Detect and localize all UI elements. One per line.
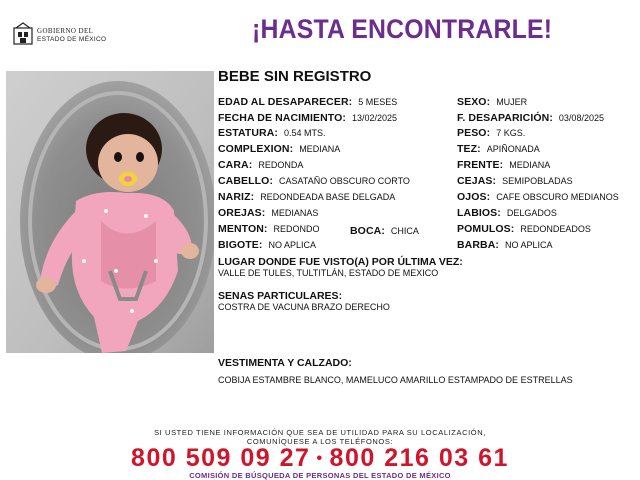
field-label: FRENTE: xyxy=(457,159,504,171)
field-value: REDONDEADOS xyxy=(520,224,591,234)
field-bigote xyxy=(218,239,316,252)
field-label: MENTON: xyxy=(218,223,268,235)
field-boca xyxy=(350,225,419,238)
field-label: CEJAS: xyxy=(457,175,497,187)
field-label: EDAD AL DESAPARECER: xyxy=(218,96,353,108)
field-label: OJOS: xyxy=(457,191,491,203)
field-barba xyxy=(457,239,553,252)
contact-instructions-line1: SI USTED TIENE INFORMACIÓN QUE SEA DE UTILIDAD PARA SU LOCALIZACIÓN, xyxy=(154,428,486,437)
field-value: SEMIPOBLADAS xyxy=(502,176,573,186)
field-tez xyxy=(457,143,540,156)
field-label: FECHA DE NACIMIENTO: xyxy=(218,112,346,124)
field-label: CABELLO: xyxy=(218,175,274,187)
field-fecha-nacimiento xyxy=(218,112,397,125)
field-pomulos xyxy=(457,223,591,236)
field-value: REDONDEADA BASE DELGADA xyxy=(260,192,396,202)
last-seen-location: VALLE DE TULES, TULTITLÁN, ESTADO DE MEXICO xyxy=(218,268,439,278)
field-value: 7 KGS. xyxy=(496,128,526,138)
field-peso xyxy=(457,127,525,140)
field-cara xyxy=(218,159,303,172)
field-value: MEDIANAS xyxy=(271,208,319,218)
field-label: F. DESAPARICIÓN: xyxy=(457,112,553,124)
logo-text-line2: ESTADO DE MÉXICO xyxy=(37,36,107,43)
government-logo xyxy=(12,22,122,48)
field-value: APIÑONADA xyxy=(486,144,540,154)
field-label: COMPLEXION: xyxy=(218,143,294,155)
headline-title: ¡HASTA ENCONTRARLE! xyxy=(252,14,553,44)
field-label: TEZ: xyxy=(457,143,481,155)
field-value: 13/02/2025 xyxy=(352,113,398,123)
clothing-text: COBIJA ESTAMBRE BLANCO, MAMELUCO AMARILLO ESTAMPADO DE ESTRELLAS xyxy=(218,375,573,385)
logo-text-line1: GOBIERNO DEL xyxy=(37,27,94,35)
field-label: CARA: xyxy=(218,159,253,171)
field-value: MUJER xyxy=(496,97,528,107)
field-value: 03/08/2025 xyxy=(558,113,604,123)
field-value: CAFE OBSCURO MEDIANOS xyxy=(496,192,619,202)
bullet-separator: • xyxy=(316,450,324,467)
field-complexion xyxy=(218,143,340,156)
coat-of-arms-icon xyxy=(12,22,34,46)
field-label: BIGOTE: xyxy=(218,239,263,251)
commission-name: COMISIÓN DE BÚSQUEDA DE PERSONAS DEL ESTADO DE MÉXICO xyxy=(189,471,451,480)
field-value: MEDIANA xyxy=(299,144,341,154)
field-value: NO APLICA xyxy=(505,240,553,250)
field-ojos xyxy=(457,191,619,204)
field-edad xyxy=(218,96,397,109)
field-label: LABIOS: xyxy=(457,207,501,219)
field-value: CASATAÑO OBSCURO CORTO xyxy=(279,176,410,186)
field-fecha-desaparicion xyxy=(457,112,604,125)
field-value: REDONDO xyxy=(273,224,320,234)
clothing-title: VESTIMENTA Y CALZADO: xyxy=(218,357,352,369)
field-value: REDONDA xyxy=(258,160,304,170)
field-label: PESO: xyxy=(457,127,491,139)
phone-number-2[interactable]: 800 216 03 61 xyxy=(329,444,509,472)
field-label: POMULOS: xyxy=(457,223,515,235)
field-nariz xyxy=(218,191,395,204)
last-seen-title: LUGAR DONDE FUE VISTO(A) POR ÚLTIMA VEZ: xyxy=(218,256,463,268)
field-label: BOCA: xyxy=(350,225,385,237)
field-value: CHICA xyxy=(390,226,419,236)
missing-person-photo xyxy=(6,71,214,353)
field-menton xyxy=(218,223,320,236)
distinguishing-marks-text: COSTRA DE VACUNA BRAZO DERECHO xyxy=(218,302,390,312)
field-cejas xyxy=(457,175,573,188)
field-cabello xyxy=(218,175,410,188)
phone-numbers xyxy=(0,444,640,473)
field-frente xyxy=(457,159,550,172)
baby-photo-illustration xyxy=(6,71,214,353)
field-value: DELGADOS xyxy=(506,208,557,218)
field-value: 5 MESES xyxy=(358,97,398,107)
field-label: OREJAS: xyxy=(218,207,266,219)
distinguishing-marks-title: SENAS PARTICULARES: xyxy=(218,290,343,302)
field-label: NARIZ: xyxy=(218,191,255,203)
field-orejas xyxy=(218,207,318,220)
field-label: BARBA: xyxy=(457,239,500,251)
field-value: MEDIANA xyxy=(509,160,551,170)
contact-instructions-line2: COMUNÍQUESE A LOS TELÉFONOS: xyxy=(246,437,394,446)
field-label: ESTATURA: xyxy=(218,127,279,139)
phone-number-1[interactable]: 800 509 09 27 xyxy=(131,444,311,472)
person-name: BEBE SIN REGISTRO xyxy=(218,68,372,85)
field-value: NO APLICA xyxy=(268,240,316,250)
field-estatura xyxy=(218,127,326,140)
field-value: 0.54 MTS. xyxy=(284,128,326,138)
field-sexo xyxy=(457,96,527,109)
field-label: SEXO: xyxy=(457,96,491,108)
field-labios xyxy=(457,207,557,220)
